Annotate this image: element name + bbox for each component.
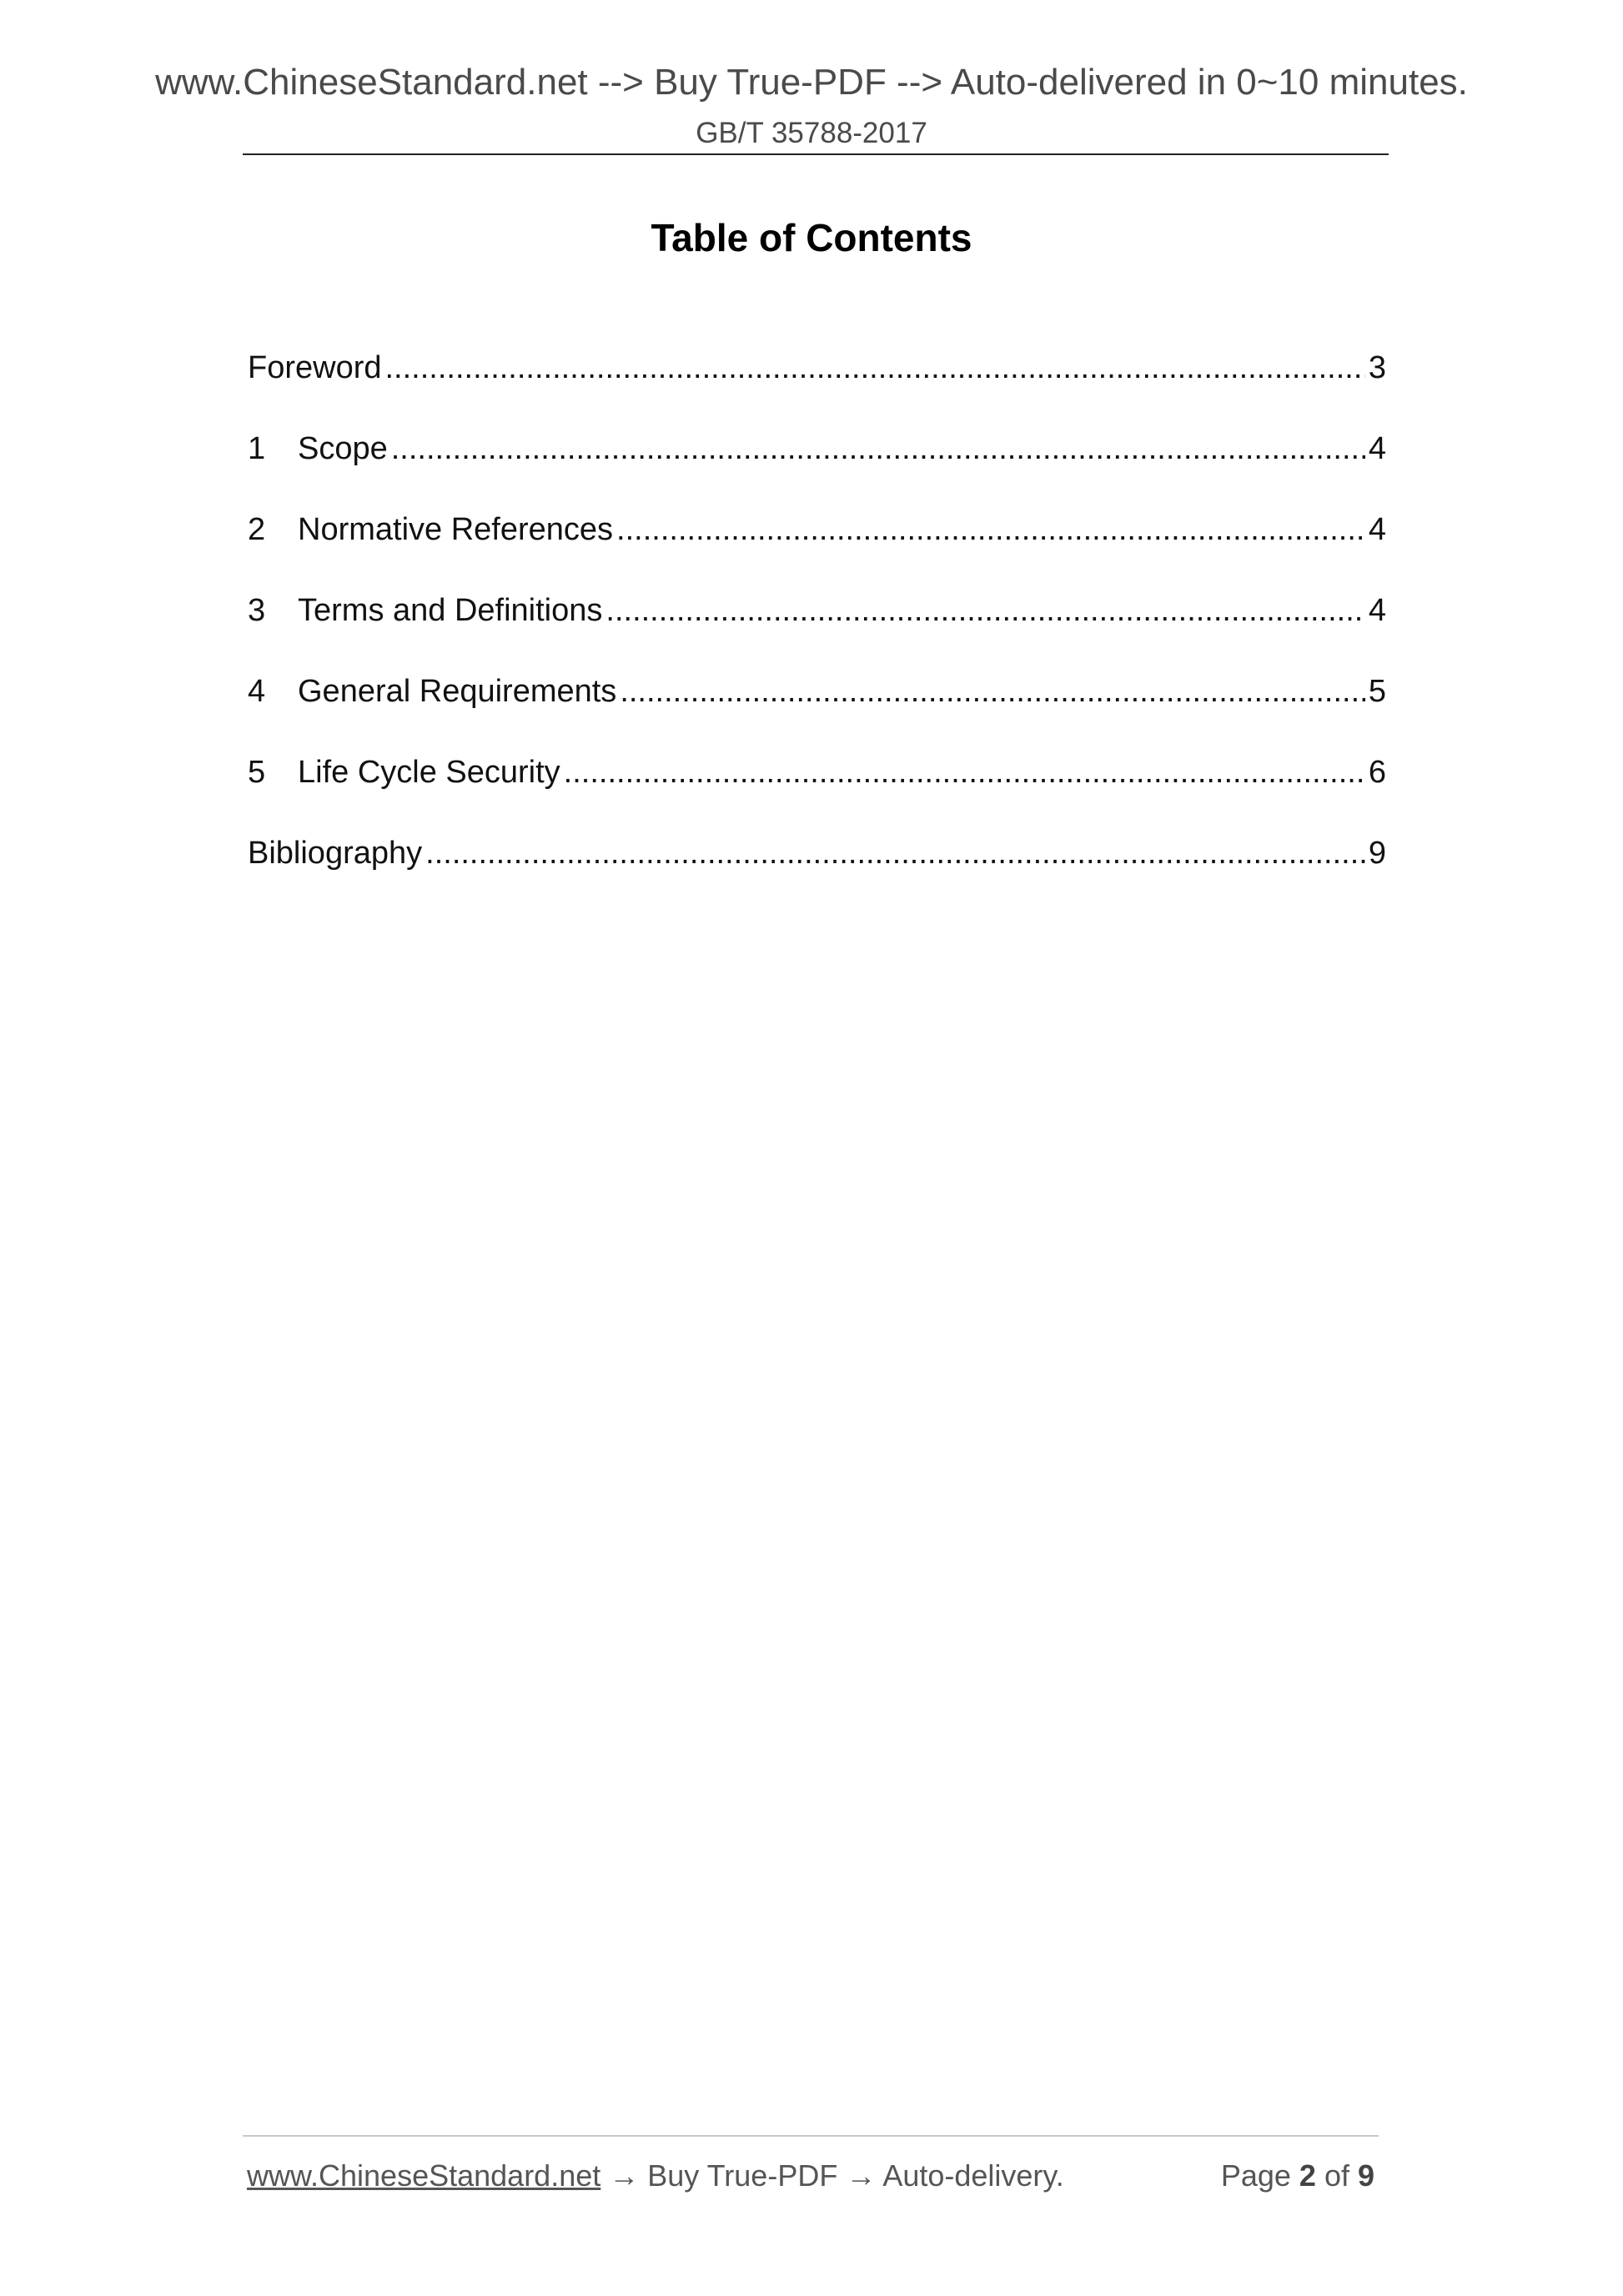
toc-entry-number: 5 [248, 755, 266, 790]
toc-dot-leader [616, 512, 1365, 548]
toc-entry-page: 4 [1368, 431, 1386, 466]
footer-divider [243, 2135, 1379, 2137]
toc-entry-text: Life Cycle Security [298, 755, 560, 790]
toc-entry-page: 4 [1368, 512, 1386, 547]
toc-entry-page: 9 [1368, 836, 1386, 871]
toc-entry-page: 4 [1368, 593, 1386, 628]
toc-entry-foreword[interactable] [248, 350, 1386, 431]
header-divider [243, 153, 1389, 155]
footer-tagline-text: → Buy True-PDF → Auto-delivery. [600, 2158, 1064, 2193]
toc-entry-general-requirements[interactable] [248, 674, 1386, 755]
toc-entry-page: 6 [1368, 755, 1386, 790]
total-pages-number: 9 [1357, 2158, 1374, 2193]
toc-entry-number: 3 [248, 593, 266, 628]
current-page-number: 2 [1299, 2158, 1316, 2193]
toc-dot-leader [605, 593, 1364, 629]
toc-entry-number: 4 [248, 674, 266, 709]
footer-tagline [247, 2158, 1064, 2193]
page-of-label: of [1315, 2158, 1358, 2193]
page-label: Page [1220, 2158, 1299, 2193]
toc-entry-normative-references[interactable] [248, 512, 1386, 593]
toc-title: Table of Contents [651, 216, 972, 259]
toc-list [248, 350, 1386, 917]
toc-entry-text: Foreword [248, 350, 382, 385]
toc-entry-page: 3 [1368, 350, 1386, 385]
toc-dot-leader [385, 350, 1365, 386]
toc-entry-text: Normative References [298, 512, 614, 547]
toc-entry-number: 1 [248, 431, 266, 466]
toc-entry-number: 2 [248, 512, 266, 547]
toc-entry-text: Terms and Definitions [298, 593, 603, 628]
toc-entry-page: 5 [1368, 674, 1386, 709]
toc-entry-scope[interactable] [248, 431, 1386, 512]
standard-code: GB/T 35788-2017 [696, 117, 927, 149]
page-indicator [1221, 2158, 1374, 2193]
toc-entry-text: Bibliography [248, 836, 423, 871]
toc-entry-text: General Requirements [298, 674, 617, 709]
footer-site-link[interactable]: www.ChineseStandard.net [247, 2158, 601, 2193]
toc-dot-leader [425, 836, 1365, 872]
toc-dot-leader [620, 674, 1365, 710]
toc-entry-life-cycle-security[interactable] [248, 755, 1386, 836]
toc-entry-bibliography[interactable] [248, 836, 1386, 917]
toc-dot-leader [564, 755, 1365, 791]
toc-entry-text: Scope [298, 431, 388, 466]
page-header-banner: www.ChineseStandard.net --> Buy True-PDF --> Auto-delivered in 0~10 minutes. [155, 62, 1468, 103]
toc-entry-terms-and-definitions[interactable] [248, 593, 1386, 674]
toc-dot-leader [391, 431, 1365, 467]
